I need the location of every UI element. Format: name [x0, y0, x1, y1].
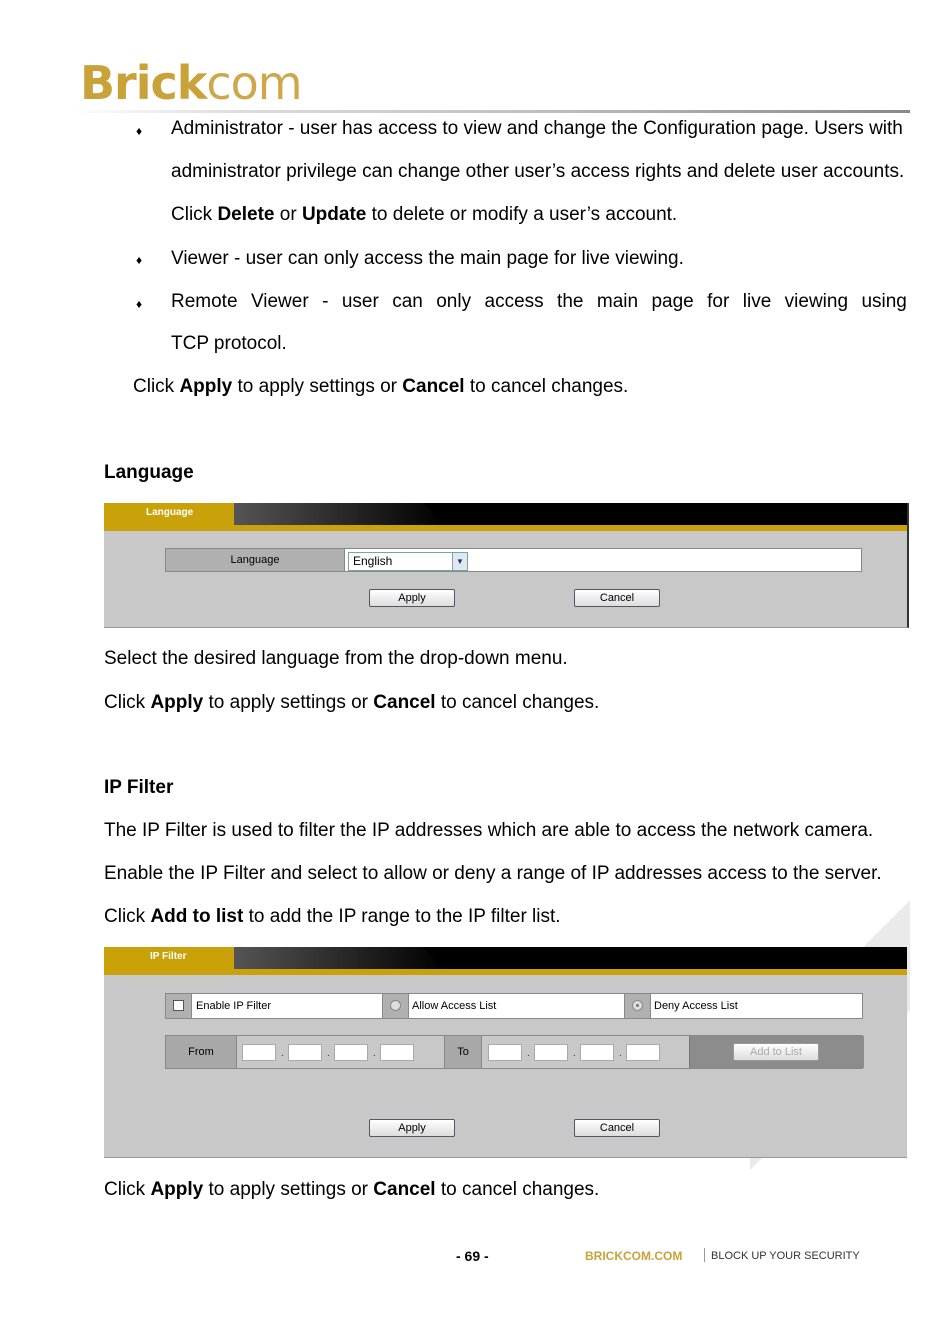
bullet-icon: ♦	[136, 297, 143, 311]
language-panel	[104, 503, 909, 628]
bullet-remote-line1: Remote Viewer - user can only access the main page for live viewing using	[171, 291, 907, 312]
page-number: - 69 -	[456, 1248, 489, 1264]
language-tab[interactable]: Language	[104, 503, 234, 525]
to-ip-octet-4[interactable]	[626, 1044, 660, 1061]
deny-radio[interactable]	[632, 1000, 643, 1011]
ip-range-row: From . . . To . . . Add to List	[165, 1035, 863, 1069]
footer-tagline: BLOCK UP YOUR SECURITY	[711, 1250, 860, 1262]
language-select[interactable]: English ▼	[348, 552, 468, 571]
footer-brand: BRICKCOM.COM	[585, 1249, 683, 1263]
ipfilter-heading: IP Filter	[104, 777, 174, 798]
ipfilter-add-text: Click Add to list to add the IP range to the IP filter list.	[104, 906, 561, 927]
bullet-icon: ♦	[136, 124, 143, 138]
ipfilter-mode-row	[165, 993, 863, 1019]
ipfilter-apply-text: Click Apply to apply settings or Cancel to cancel changes.	[104, 1179, 600, 1200]
ipfilter-para2: Enable the IP Filter and select to allow or deny a range of IP addresses access to the server.	[104, 863, 882, 884]
language-field-row	[344, 548, 862, 572]
cancel-button[interactable]: Cancel	[574, 1119, 660, 1137]
bullet-admin-line2: administrator privilege can change other user’s access rights and delete user accounts.	[171, 161, 905, 182]
apply-button[interactable]: Apply	[369, 1119, 455, 1137]
allow-access-label: Allow Access List	[412, 1000, 497, 1012]
language-apply-text: Click Apply to apply settings or Cancel to cancel changes.	[104, 692, 600, 713]
to-label: To	[444, 1036, 482, 1068]
language-desc: Select the desired language from the drop-down menu.	[104, 648, 568, 669]
ipfilter-panel	[104, 947, 907, 1158]
add-to-list-button[interactable]: Add to List	[733, 1043, 819, 1061]
bullet-icon: ♦	[136, 253, 143, 267]
allow-radio[interactable]	[390, 1000, 401, 1011]
bullet-viewer: Viewer - user can only access the main page for live viewing.	[171, 248, 684, 269]
deny-access-label: Deny Access List	[654, 1000, 738, 1012]
from-label: From	[166, 1036, 237, 1068]
footer-divider	[704, 1248, 705, 1262]
to-ip-octet-2[interactable]	[534, 1044, 568, 1061]
brickcom-logo: Brickcom	[80, 56, 302, 110]
intro-apply-text: Click Apply to apply settings or Cancel to cancel changes.	[133, 376, 629, 397]
cancel-button[interactable]: Cancel	[574, 589, 660, 607]
from-ip-octet-3[interactable]	[334, 1044, 368, 1061]
from-ip-octet-4[interactable]	[380, 1044, 414, 1061]
bullet-remote-line2: TCP protocol.	[171, 333, 287, 354]
bullet-admin-line3: Click Delete or Update to delete or modify a user’s account.	[171, 204, 678, 225]
bullet-admin-line1: Administrator - user has access to view and change the Configuration page. Users with	[171, 118, 903, 139]
to-ip-octet-3[interactable]	[580, 1044, 614, 1061]
header-divider	[70, 110, 910, 113]
chevron-down-icon[interactable]: ▼	[452, 553, 467, 570]
language-heading: Language	[104, 462, 194, 483]
ipfilter-para1: The IP Filter is used to filter the IP addresses which are able to access the network camera.	[104, 820, 874, 841]
apply-button[interactable]: Apply	[369, 589, 455, 607]
to-ip-octet-1[interactable]	[488, 1044, 522, 1061]
enable-ipfilter-label: Enable IP Filter	[196, 1000, 272, 1012]
enable-ipfilter-checkbox[interactable]	[173, 1000, 184, 1011]
ipfilter-tab[interactable]: IP Filter	[104, 947, 234, 969]
from-ip-octet-2[interactable]	[288, 1044, 322, 1061]
language-field-label: Language	[165, 548, 345, 572]
from-ip-octet-1[interactable]	[242, 1044, 276, 1061]
